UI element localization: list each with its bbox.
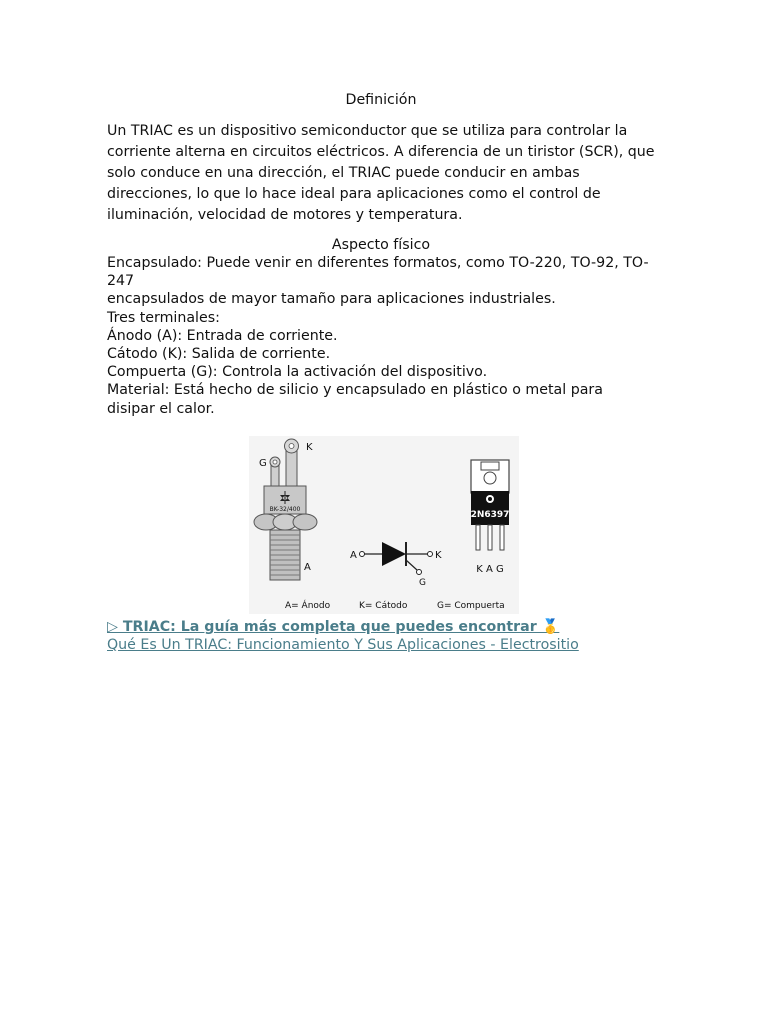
text-line-anodo: Ánodo (A): Entrada de corriente. [107,327,338,344]
text-line-material: Material: Está hecho de silicio y encapsulado en plástico o metal para disipar el calor. [107,382,603,417]
triac-guide-link[interactable]: ▷ TRIAC: La guía más completa que puedes encontrar 🥇 [107,619,560,635]
stud-part-label: BK-32/400 [269,506,301,513]
to220-pin-labels: K A G [476,564,504,575]
stud-pin-k-label: K [306,442,313,453]
stud-pin-a-label: A [304,562,311,573]
stud-pin-g-label: G [259,458,267,469]
intro-paragraph: Un TRIAC es un dispositivo semiconductor que se utiliza para controlar la corriente alterna en circuitos eléctricos. A diferencia de un tiristor (SCR), que solo conduce en una dirección, el TRIAC puede conducir en ambas direcciones, lo que lo hace ideal para aplicaciones como el control de iluminación, velocidad de motores y temperatura. [107,123,655,223]
legend-catodo: K= Cátodo [359,601,408,611]
to220-part-label: 2N6397 [470,510,510,520]
document-title: Definición [345,92,417,108]
triac-figure [249,436,519,614]
document-page [107,91,655,653]
symbol-pin-a-label: A [350,550,357,561]
symbol-pin-g-label: G [419,578,426,588]
electrositio-link[interactable]: Qué Es Un TRIAC: Funcionamiento Y Sus Aplicaciones - Electrositio [107,637,579,653]
to220-triac-icon [471,460,509,550]
text-line-compuerta: Compuerta (G): Controla la activación del dispositivo. [107,364,488,381]
legend-compuerta: G= Compuerta [437,601,505,611]
text-line-encapsulado: Encapsulado: Puede venir en diferentes formatos, como TO-220, TO-92, TO-247 [107,255,649,290]
symbol-pin-k-label: K [435,550,442,561]
triac-illustration [249,436,519,614]
text-line-terminales: Tres terminales: [107,309,220,326]
text-line-catodo: Cátodo (K): Salida de corriente. [107,346,331,363]
link-list [107,618,667,654]
text-line-encapsulados: encapsulados de mayor tamaño para aplicaciones industriales. [107,291,556,308]
section-title: Aspecto físico [331,237,431,253]
legend-anodo: A= Ánodo [285,601,331,611]
